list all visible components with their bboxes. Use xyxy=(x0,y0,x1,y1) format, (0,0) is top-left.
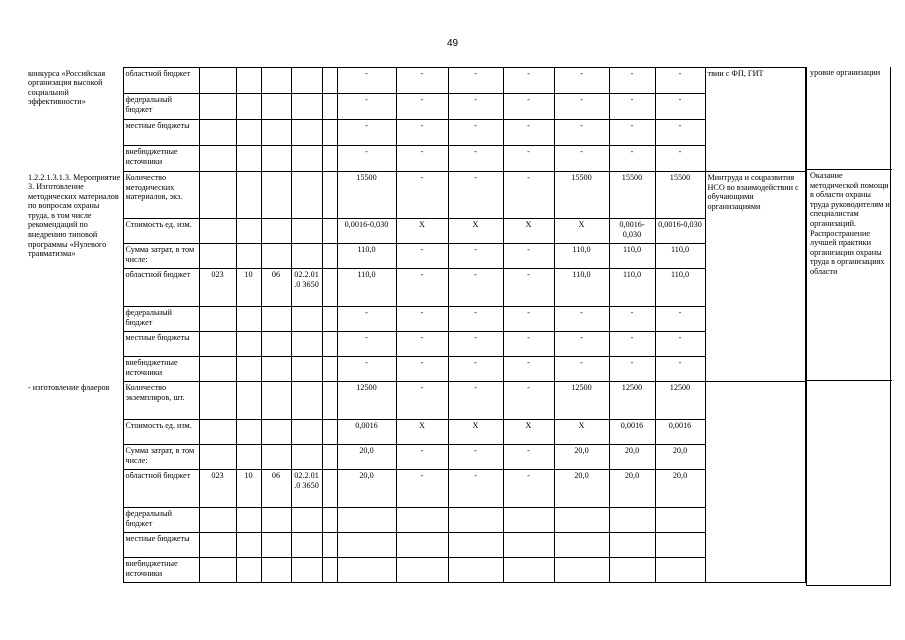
cell-value: 0,0016 xyxy=(609,420,655,445)
cell-value: - xyxy=(655,120,705,146)
cell-value: - xyxy=(337,68,396,94)
code-cell: 023 xyxy=(199,470,236,508)
cell-value: - xyxy=(448,68,503,94)
cell-value: - xyxy=(609,146,655,172)
cell-value: 15500 xyxy=(337,172,396,219)
cell-value: - xyxy=(655,94,705,120)
cell-value: 110,0 xyxy=(655,269,705,307)
cell-value: 20,0 xyxy=(655,445,705,470)
cell-value: 110,0 xyxy=(554,244,609,269)
row-label: Сумма затрат, в том числе: xyxy=(123,244,199,269)
cell-value: - xyxy=(448,357,503,382)
cell-value: - xyxy=(609,332,655,357)
cell-value: - xyxy=(609,357,655,382)
cell-value: 110,0 xyxy=(337,244,396,269)
cell-value: - xyxy=(609,94,655,120)
cell-value: - xyxy=(396,445,448,470)
cell-value: - xyxy=(337,146,396,172)
cell-value: X xyxy=(396,219,448,244)
row-label: федеральный бюджет xyxy=(123,94,199,120)
cell-value: - xyxy=(337,120,396,146)
row-label: Количество методических материалов, экз. xyxy=(123,172,199,219)
cell-value: X xyxy=(554,420,609,445)
cell-value: X xyxy=(554,219,609,244)
row-label: федеральный бюджет xyxy=(123,508,199,533)
code-cell: 06 xyxy=(261,470,291,508)
row-label: Количество экземпляров, шт. xyxy=(123,382,199,420)
cell-value: - xyxy=(554,357,609,382)
cell-value: - xyxy=(396,332,448,357)
divider xyxy=(807,380,892,381)
cell-value: - xyxy=(396,269,448,307)
row-label: внебюджетные источники xyxy=(123,146,199,172)
cell-value: - xyxy=(448,470,503,508)
flyers-executor xyxy=(705,382,805,583)
cell-value: 12500 xyxy=(655,382,705,420)
cell-value: - xyxy=(503,332,554,357)
cell-value: - xyxy=(503,269,554,307)
cell-value: - xyxy=(503,146,554,172)
cell-value: - xyxy=(337,332,396,357)
cell-value: 15500 xyxy=(609,172,655,219)
cell-value: - xyxy=(655,357,705,382)
code-cell: 02.2.01.0 3650 xyxy=(291,269,322,307)
cell-value: 12500 xyxy=(609,382,655,420)
row-label: Стоимость ед. изм. xyxy=(123,420,199,445)
cell-value: - xyxy=(396,382,448,420)
cell-value: 110,0 xyxy=(609,269,655,307)
cell-value: X xyxy=(396,420,448,445)
cell-value: 20,0 xyxy=(337,445,396,470)
cell-value: 20,0 xyxy=(609,445,655,470)
cell-value: - xyxy=(448,382,503,420)
cell-value: - xyxy=(554,146,609,172)
row-label: местные бюджеты xyxy=(123,332,199,357)
cell-value: - xyxy=(655,68,705,94)
code-cell: 06 xyxy=(261,269,291,307)
cell-value: - xyxy=(448,307,503,332)
cell-value: 0,0016-0,030 xyxy=(337,219,396,244)
cell-value: - xyxy=(448,120,503,146)
row-label: внебюджетные источники xyxy=(123,357,199,382)
cell-value: - xyxy=(448,445,503,470)
cell-value: 0,0016-0,030 xyxy=(655,219,705,244)
cell-value: - xyxy=(448,269,503,307)
cell-value: 20,0 xyxy=(554,445,609,470)
cell-value: 15500 xyxy=(655,172,705,219)
cell-value: - xyxy=(396,172,448,219)
cell-value: - xyxy=(503,244,554,269)
cell-value: - xyxy=(554,307,609,332)
top-block-result: уровне организации xyxy=(810,68,881,77)
cell-value: 20,0 xyxy=(337,470,396,508)
cell-value: - xyxy=(396,357,448,382)
cell-value: - xyxy=(503,307,554,332)
cell-value: - xyxy=(503,68,554,94)
cell-value: 20,0 xyxy=(655,470,705,508)
cell-value: - xyxy=(396,470,448,508)
cell-value: - xyxy=(554,120,609,146)
cell-value: 20,0 xyxy=(554,470,609,508)
cell-value: - xyxy=(609,307,655,332)
result-column xyxy=(806,67,891,586)
row-label: местные бюджеты xyxy=(123,120,199,146)
cell-value: 15500 xyxy=(554,172,609,219)
cell-value: - xyxy=(503,445,554,470)
cell-value: - xyxy=(655,146,705,172)
code-cell: 023 xyxy=(199,269,236,307)
cell-value: - xyxy=(448,332,503,357)
cell-value: - xyxy=(609,120,655,146)
cell-value: - xyxy=(503,172,554,219)
cell-value: X xyxy=(448,219,503,244)
cell-value: - xyxy=(337,94,396,120)
cell-value: - xyxy=(554,332,609,357)
row-label: областной бюджет xyxy=(123,68,199,94)
row-label: Сумма затрат, в том числе: xyxy=(123,445,199,470)
top-block-executor: твии с ФП, ГИТ xyxy=(705,68,805,172)
cell-value: - xyxy=(655,307,705,332)
cell-value: 110,0 xyxy=(655,244,705,269)
code-cell: 10 xyxy=(236,470,261,508)
cell-value: - xyxy=(609,68,655,94)
code-cell: 10 xyxy=(236,269,261,307)
cell-value: - xyxy=(396,68,448,94)
cell-value: - xyxy=(503,470,554,508)
cell-value: - xyxy=(448,146,503,172)
row-label: местные бюджеты xyxy=(123,533,199,558)
cell-value: - xyxy=(396,307,448,332)
page-number: 49 xyxy=(446,38,459,49)
cell-value: - xyxy=(337,307,396,332)
cell-value: - xyxy=(503,94,554,120)
cell-value: - xyxy=(396,120,448,146)
cell-value: - xyxy=(337,357,396,382)
measure-3-result: Оказание методической помощи в области охраны труда руководителям и специалистам организаций. Распространение лучшей практики организации охраны труда в организациях области xyxy=(810,171,890,276)
cell-value: 0,0016 xyxy=(337,420,396,445)
row-label: внебюджетные источники xyxy=(123,558,199,583)
cell-value: - xyxy=(396,146,448,172)
cell-value: - xyxy=(503,120,554,146)
cell-value: - xyxy=(396,94,448,120)
cell-value: 0,0016-0,030 xyxy=(609,219,655,244)
cell-value: - xyxy=(554,94,609,120)
measure-3-description: 1.2.2.1.3.1.3. Мероприятие 3. Изготовление методических материалов по вопросам охраны труда, в том числе рекомендаций по внедрению типовой программы «Нулевого травматизма» xyxy=(28,172,121,259)
flyers-description: - изготовление флаеров xyxy=(28,382,110,392)
top-block-description: конкурса «Российская организация высокой социальной эффективности» xyxy=(28,68,106,107)
row-label: федеральный бюджет xyxy=(123,307,199,332)
cell-value: X xyxy=(448,420,503,445)
cell-value: 12500 xyxy=(337,382,396,420)
divider xyxy=(807,169,892,170)
code-cell: 02.2.01.0 3650 xyxy=(291,470,322,508)
cell-value: - xyxy=(448,244,503,269)
row-label: Стоимость ед. изм. xyxy=(123,219,199,244)
cell-value: X xyxy=(503,219,554,244)
cell-value: - xyxy=(503,382,554,420)
cell-value: 0,0016 xyxy=(655,420,705,445)
cell-value: - xyxy=(448,172,503,219)
measure-3-executor: Минтруда и соцразвития НСО во взаимодействии с обучающими организациями xyxy=(705,172,805,382)
cell-value: 110,0 xyxy=(554,269,609,307)
cell-value: 20,0 xyxy=(609,470,655,508)
cell-value: 110,0 xyxy=(337,269,396,307)
cell-value: - xyxy=(448,94,503,120)
row-label: областной бюджет xyxy=(123,269,199,307)
cell-value: - xyxy=(554,68,609,94)
row-label: областной бюджет xyxy=(123,470,199,508)
cell-value: - xyxy=(655,332,705,357)
cell-value: - xyxy=(503,357,554,382)
cell-value: 12500 xyxy=(554,382,609,420)
cell-value: X xyxy=(503,420,554,445)
budget-table xyxy=(26,67,806,583)
cell-value: - xyxy=(396,244,448,269)
cell-value: 110,0 xyxy=(609,244,655,269)
